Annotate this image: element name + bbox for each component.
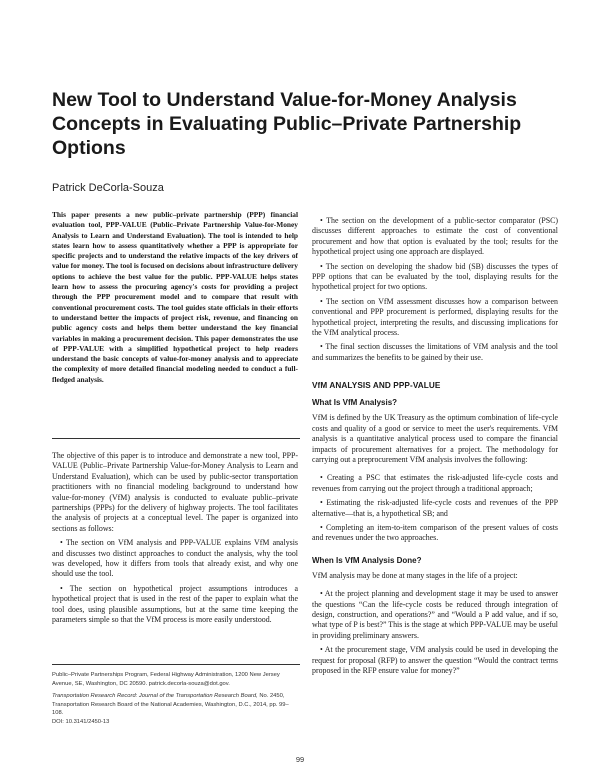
section-heading: VfM ANALYSIS AND PPP-VALUE xyxy=(312,381,441,391)
intro-paragraph: The objective of this paper is to introduce and demonstrate a new tool, PPP-VALUE (Public–Private Partnership Value-for-Money Analysis to Learn and Understand Evaluation), which can be used by public-sector transportation practitioners with no financial modeling background to understand how value-for-money (VfM) analysis is conducted to evaluate public–private partnerships (PPPs) for the delivery of highway projects. The tool facilitates the analysis of projects at a conceptual level. The paper is organized into sections as follows: xyxy=(52,451,298,533)
list-item: • Completing an item-to-item comparison of the present values of costs and revenues under the two approaches. xyxy=(312,522,558,543)
subheading-what-is-vfm: What Is VfM Analysis? xyxy=(312,398,398,408)
list-item: • The section on VfM analysis and PPP-VALUE explains VfM analysis and discusses two distinct approaches to conduct the analysis, why the tool was developed, how it differs from tools that already exist, and why one should use the tool. xyxy=(52,538,298,579)
author-affiliation: Public–Private Partnerships Program, Federal Highway Administration, 1200 New Jersey Avenue, SE, Washington, DC 20590. patrick.decorla-souza@dot.gov. xyxy=(52,672,280,687)
abstract-divider xyxy=(52,438,300,439)
abstract: This paper presents a new public–private partnership (PPP) financial evaluation tool, PPP-VALUE (Public–Private Partnership Value-for-Money Analysis to Learn and Understand Evaluation). The tool is intended to help states learn how to assess quantitatively whether a PPP is appropriate for specific projects and to understand the relative impacts of the key drivers of value for money. The tool is focused on decisions about infrastructure delivery options to achieve the best value for the public. PPP-VALUE helps states learn how to assess the procuring agency's costs for providing a project through the PPP procurement model and to compare that result with conventional procurement costs. The tool guides state officials in their efforts to understand better the impacts of project risk, revenue, and financing on public agency costs and helps them better understand the key financial variables in making a procurement decision. This paper demonstrates the use of PPP-VALUE with a simplified hypothetical project to help readers understand the basic concepts of value-for-money analysis and to appreciate the complexity of more detailed financial modeling needed to conduct a full-fledged analysis. xyxy=(52,210,298,384)
right-column-body xyxy=(312,216,558,676)
paper-title: New Tool to Understand Value-for-Money Analysis Concepts in Evaluating Public–Private Partnership Options xyxy=(52,89,522,159)
subheading-when-is-vfm: When Is VfM Analysis Done? xyxy=(312,555,422,565)
left-column-body xyxy=(52,451,298,626)
citation-details: No. 2450, Transportation Research Board of the National Academies, Washington, D.C., 2014, pp. 99–108. xyxy=(52,693,289,717)
footnote-divider xyxy=(52,664,300,665)
author-name: Patrick DeCorla-Souza xyxy=(52,182,164,194)
page-number: 99 xyxy=(295,755,305,764)
list-item: • At the project planning and development stage it may be used to answer the questions “Can the life-cycle costs be reduced through integration of design, construction, and operations?” and “Would a P add value, and if so, what type of P is best?” This is the stage at which PPP-VALUE may be useful in providing preliminary answers. xyxy=(312,589,558,640)
journal-name: Transportation Research Record: Journal of the Transportation Research Board, xyxy=(52,693,258,700)
list-item: • The section on VfM assessment discusses how a comparison between conventional and PPP procurement is performed, displaying results for the hypothetical project, interpreting the results, and discussing implications for the VfM analytical process. xyxy=(312,296,558,338)
body-paragraph: VfM is defined by the UK Treasury as the optimum combination of life-cycle costs and quality of a good or service to meet the user's requirements. VfM analysis is a quantitative analytical process used to compare the financial impacts of procurement alternatives for a project. The methodology for carrying out a preprocurement VfM analysis involves the following: xyxy=(312,413,558,464)
body-paragraph: VfM analysis may be done at many stages in the life of a project: xyxy=(312,570,518,580)
list-item: • The section on developing the shadow bid (SB) discusses the types of PPP options that can be evaluated by the tool, displaying results for the hypothetical project for two options. xyxy=(312,261,558,292)
list-item: • The section on hypothetical project assumptions introduces a hypothetical project that is used in the rest of the paper to explain what the tool does, using plausible assumptions, but at the same time keeping the parameters simple so that the VfM process is more easily understood. xyxy=(52,583,298,625)
list-item: • At the procurement stage, VfM analysis could be used in developing the request for proposal (RFP) to answer the question “Would the contract terms proposed in the RFP ensure value for money?” xyxy=(312,645,558,675)
list-item: • The section on the development of a public-sector comparator (PSC) discusses different approaches to estimate the cost of conventional procurement and how that option is evaluated by the tool; results for the hypothetical project using one approach are displayed. xyxy=(312,216,558,257)
list-item: • Estimating the risk-adjusted life-cycle costs and revenues of the PPP alternative—that is, a hypothetical SB; and xyxy=(312,498,558,518)
footnote xyxy=(52,671,300,731)
list-item: • The final section discusses the limitations of VfM analysis and the tool and summarizes the benefits to be gained by their use. xyxy=(312,342,558,362)
citation-block xyxy=(52,692,300,718)
doi: DOI: 10.3141/2450-13 xyxy=(52,718,110,725)
list-item: • Creating a PSC that estimates the risk-adjusted life-cycle costs and revenues from carrying out the project through a traditional approach; xyxy=(312,473,558,493)
